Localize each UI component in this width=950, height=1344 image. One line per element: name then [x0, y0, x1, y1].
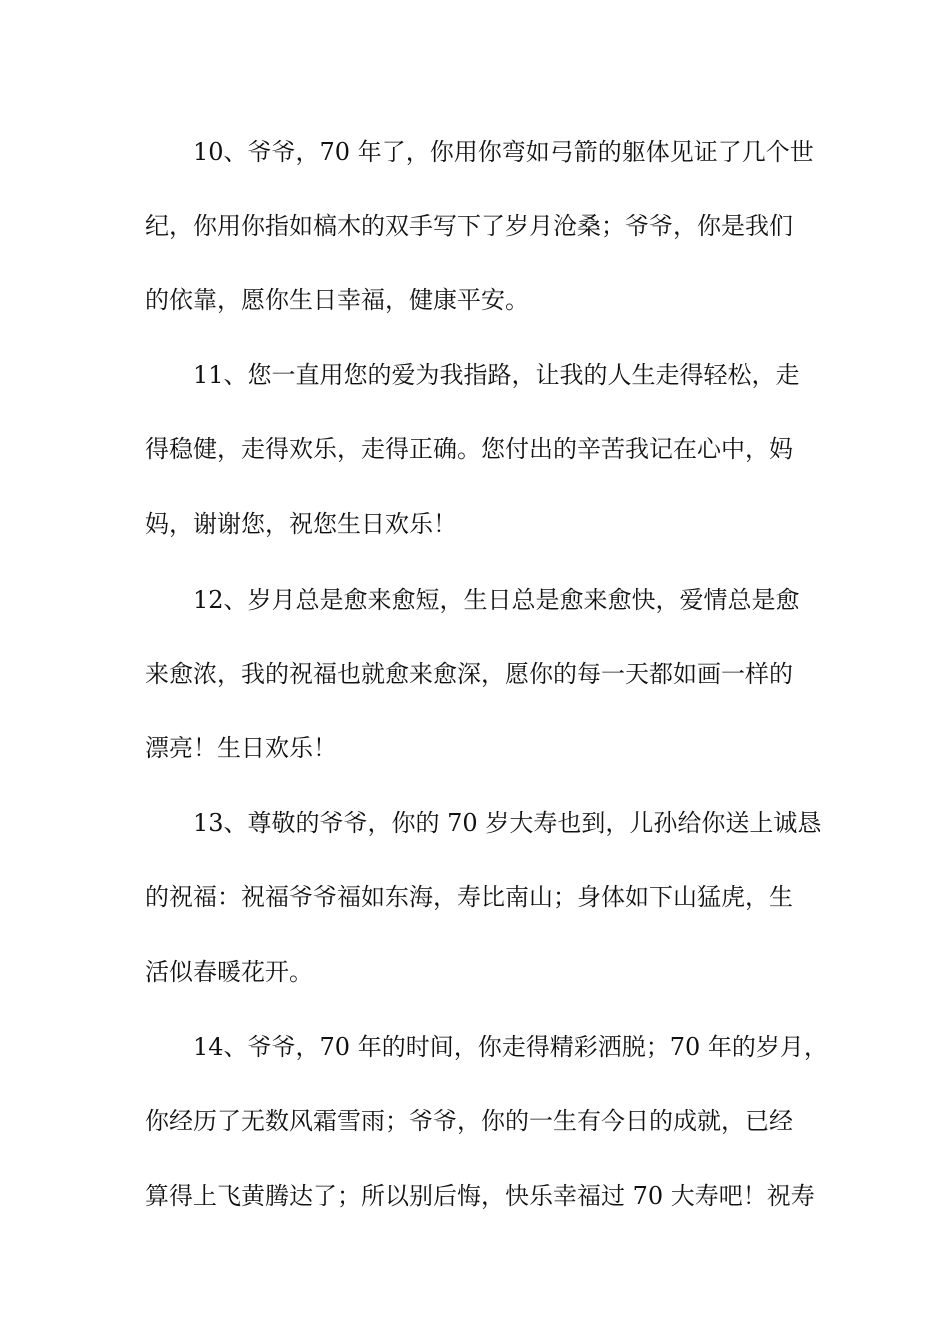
paragraph-10-line-3: 的依靠，愿你生日幸福，健康平安。 — [145, 286, 529, 314]
paragraph-11-line-1: 11、您一直用您的爱为我指路，让我的人生走得轻松，走 — [193, 361, 800, 389]
paragraph-11-line-3: 妈，谢谢您，祝您生日欢乐！ — [145, 510, 457, 538]
paragraph-12-line-3: 漂亮！生日欢乐！ — [145, 734, 337, 762]
paragraph-10-line-1: 10、爷爷，70 年了，你用你弯如弓箭的躯体见证了几个世 — [193, 138, 814, 166]
paragraph-11-line-2: 得稳健，走得欢乐，走得正确。您付出的辛苦我记在心中，妈 — [145, 435, 793, 463]
paragraph-13-line-1: 13、尊敬的爷爷，你的 70 岁大寿也到，儿孙给你送上诚恳 — [193, 809, 822, 837]
paragraph-13-line-2: 的祝福：祝福爷爷福如东海，寿比南山；身体如下山猛虎，生 — [145, 883, 793, 911]
paragraph-12-line-2: 来愈浓，我的祝福也就愈来愈深，愿你的每一天都如画一样的 — [145, 660, 793, 688]
paragraph-14-line-3: 算得上飞黄腾达了；所以别后悔，快乐幸福过 70 大寿吧！祝寿 — [145, 1182, 815, 1210]
paragraph-10-line-2: 纪，你用你指如槁木的双手写下了岁月沧桑；爷爷，你是我们 — [145, 212, 793, 240]
paragraph-13-line-3: 活似春暖花开。 — [145, 958, 313, 986]
paragraph-12-line-1: 12、岁月总是愈来愈短，生日总是愈来愈快，爱情总是愈 — [193, 586, 800, 614]
paragraph-14-line-2: 你经历了无数风霜雪雨；爷爷，你的一生有今日的成就，已经 — [145, 1107, 793, 1135]
paragraph-14-line-1: 14、爷爷，70 年的时间，你走得精彩洒脱；70 年的岁月， — [193, 1033, 828, 1061]
